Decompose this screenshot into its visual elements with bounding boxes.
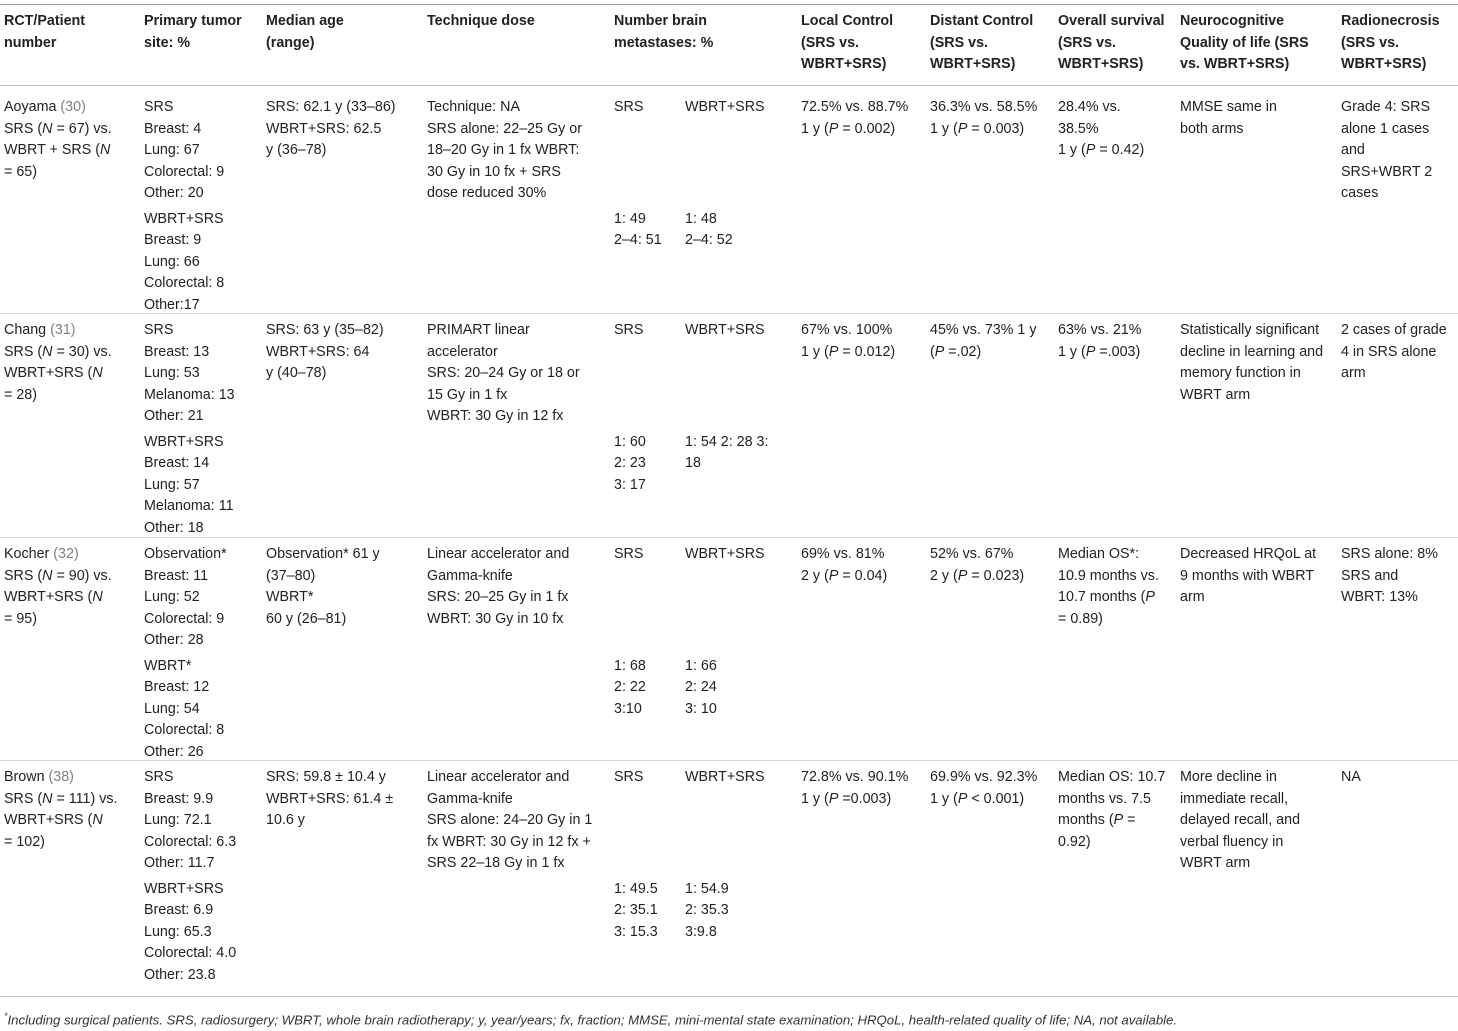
header-distant-control-line: (SRS vs. [930,34,989,51]
table-footnote: *Including surgical patients. SRS, radiosurgery; WBRT, whole brain radiotherapy; y, year/years; fx, fraction; MMSE, mini-mental state examination; HRQoL, health-related quality of life; NA, not available. [4,1011,1178,1028]
cell-radionecrosis-line: cases [1341,185,1379,201]
cell-radionecrosis [1341,97,1432,205]
cell-local-control-line: 1 y (P =0.003) [801,790,892,807]
cell-neurocognitive-qol-line: verbal fluency in [1180,833,1284,850]
cell-mets-wbrt-line: 1: 54.9 [685,880,729,897]
header-overall-survival-line: (SRS vs. [1058,34,1117,51]
cell-site-arm-b-line: Lung: 66 [144,253,200,270]
cell-neurocognitive-qol-line: WBRT arm [1180,855,1251,871]
cell-mets-srs [614,209,662,252]
cell-neurocognitive-qol-line: 9 months with WBRT [1180,567,1315,584]
cell-neurocognitive-qol-line: immediate recall, [1180,790,1289,807]
study-author: Aoyama [4,99,61,115]
cell-mets-srs-line: 1: 49.5 [614,880,658,897]
study-arms-line: SRS (N = 111) vs. [4,790,118,807]
cell-mets-srs [614,432,646,497]
cell-mets-srs-line: 1: 49 [614,210,646,227]
cell-local-control-line: 2 y (P = 0.04) [801,567,888,584]
cell-radionecrosis-line: SRS and [1341,567,1399,584]
header-technique-dose-line: Technique dose [427,13,535,29]
header-median-age-line: (range) [266,34,315,51]
cell-site-arm-b [144,656,224,764]
cell-site-arm-a-line: Colorectal: 6.3 [144,833,237,850]
cell-distant-control-line: 1 y (P = 0.003) [930,120,1025,137]
cell-technique-dose-line: WBRT: 30 Gy in 12 fx [427,408,564,424]
cell-mets-label-srs-line: SRS [614,322,644,338]
cell-local-control [801,97,908,140]
cell-neurocognitive-qol-line: arm [1180,589,1205,605]
header-local-control-line: (SRS vs. [801,34,860,51]
study-arms-line: = 65) [4,163,37,180]
cell-mets-label-wbrt-line: WBRT+SRS [685,99,765,115]
cell-site-arm-b [144,879,236,987]
header-radionecrosis [1341,11,1440,76]
cell-local-control [801,767,908,810]
row-rule [0,537,1458,538]
cell-site-arm-a-line: SRS [144,99,174,115]
cell-median-age-line: WBRT+SRS: 61.4 ± [266,790,394,807]
cell-site-arm-a-line: Breast: 4 [144,120,202,137]
header-study [4,11,85,54]
cell-site-arm-a-line: Lung: 67 [144,142,200,158]
cell-technique-dose-line: Linear accelerator and [427,769,570,785]
cell-radionecrosis-line: and [1341,142,1365,158]
study-name [4,97,112,119]
cell-neurocognitive-qol [1180,320,1323,406]
cell-radionecrosis [1341,320,1447,385]
cell-site-arm-b-line: Breast: 6.9 [144,902,214,918]
cell-study [4,767,118,853]
study-arms-line: WBRT+SRS (N [4,812,103,828]
cell-mets-srs-line: 2: 23 [614,455,646,471]
cell-technique-dose-line: Gamma-knife [427,567,513,584]
cell-mets-label-wbrt-line: WBRT+SRS [685,322,765,338]
cell-site-arm-a-line: Colorectal: 9 [144,610,225,627]
cell-mets-wbrt-line: 2–4: 52 [685,232,733,248]
row-rule [0,760,1458,761]
cell-neurocognitive-qol [1180,767,1300,875]
study-name [4,320,112,342]
cell-overall-survival-line: 1 y (P =.003) [1058,343,1141,360]
header-bottom-rule [0,85,1458,86]
cell-radionecrosis-line: alone 1 cases [1341,120,1430,137]
header-neurocognitive-qol-line: Quality of life (SRS [1180,34,1309,51]
cell-site-arm-a-line: Other: 21 [144,408,204,424]
cell-local-control-line: 72.5% vs. 88.7% [801,99,909,115]
cell-mets-srs-line: 2: 35.1 [614,902,658,918]
cell-technique-dose-line: SRS alone: 24–20 Gy in 1 [427,812,593,828]
cell-technique-dose-line: Technique: NA [427,99,520,115]
cell-overall-survival-line: 0.92) [1058,833,1091,850]
cell-overall-survival [1058,320,1141,363]
cell-local-control-line: 69% vs. 81% [801,546,885,562]
cell-mets-label-srs [614,320,643,342]
cell-technique-dose-line: WBRT: 30 Gy in 10 fx [427,610,564,627]
header-median-age [266,11,344,54]
cell-local-control-line: 1 y (P = 0.002) [801,120,896,137]
cell-mets-label-srs [614,97,643,119]
cell-mets-wbrt-line: 1: 54 2: 28 3: [685,433,769,450]
cell-overall-survival-line: 10.7 months (P [1058,589,1155,605]
cell-distant-control-line: 52% vs. 67% [930,546,1014,562]
cell-radionecrosis-line: arm [1341,365,1366,381]
cell-site-arm-b-line: WBRT+SRS [144,433,224,450]
cell-distant-control-line: 69.9% vs. 92.3% [930,769,1038,785]
cell-site-arm-a-line: Lung: 53 [144,365,200,381]
cell-overall-survival-line: 28.4% vs. [1058,99,1121,115]
cell-site-arm-b-line: Breast: 12 [144,679,210,695]
cell-distant-control [930,320,1037,363]
cell-neurocognitive-qol-line: More decline in [1180,769,1277,785]
reference-link[interactable]: (31) [50,322,76,338]
cell-mets-srs [614,656,646,721]
header-distant-control-line: WBRT+SRS) [930,56,1016,72]
cell-mets-wbrt [685,432,768,475]
cell-median-age-line: WBRT+SRS: 64 [266,343,370,360]
cell-study [4,320,112,406]
cell-radionecrosis-line: Grade 4: SRS [1341,99,1430,115]
cell-technique-dose-line: Gamma-knife [427,790,513,807]
cell-site-arm-a [144,767,236,875]
header-local-control [801,11,893,76]
cell-radionecrosis-line: SRS alone: 8% [1341,546,1438,562]
cell-neurocognitive-qol-line: MMSE same in [1180,99,1277,115]
cell-technique-dose [427,767,592,875]
cell-mets-srs-line: 2: 22 [614,679,646,695]
cell-distant-control [930,767,1037,810]
cell-neurocognitive-qol-line: Statistically significant [1180,322,1320,338]
cell-radionecrosis-line: 2 cases of grade [1341,322,1447,338]
cell-site-arm-b-line: Breast: 14 [144,455,210,471]
cell-site-arm-b-line: Other:17 [144,296,200,313]
study-arms-line: WBRT+SRS (N [4,365,103,381]
header-local-control-line: WBRT+SRS) [801,56,887,72]
cell-median-age-line: WBRT+SRS: 62.5 [266,120,382,137]
reference-link[interactable]: (32) [53,546,79,562]
header-study-line: number [4,34,57,51]
reference-link[interactable]: (30) [60,99,86,115]
cell-mets-label-wbrt [685,97,765,119]
cell-site-arm-a [144,544,227,652]
cell-study [4,544,112,630]
cell-local-control-line: 67% vs. 100% [801,322,893,338]
header-radionecrosis-line: (SRS vs. [1341,34,1400,51]
cell-technique-dose [427,320,580,428]
cell-local-control-line: 72.8% vs. 90.1% [801,769,909,785]
cell-technique-dose [427,97,582,205]
cell-site-arm-a-line: Melanoma: 13 [144,386,235,403]
cell-neurocognitive-qol-line: delayed recall, and [1180,812,1301,828]
cell-mets-label-srs-line: SRS [614,769,644,785]
cell-site-arm-b-line: Colorectal: 8 [144,722,225,738]
cell-overall-survival-line: = 0.89) [1058,610,1103,627]
cell-overall-survival [1058,97,1144,162]
cell-site-arm-b-line: Other: 18 [144,519,204,536]
cell-site-arm-b-line: Lung: 57 [144,476,200,493]
cell-study [4,97,112,183]
cell-distant-control [930,97,1037,140]
cell-median-age-line: Observation* 61 y [266,546,380,562]
cell-distant-control-line: 1 y (P < 0.001) [930,790,1025,807]
header-study-line: RCT/Patient [4,13,86,29]
cell-mets-srs-line: 2–4: 51 [614,232,662,248]
cell-median-age [266,767,393,832]
study-name [4,544,112,566]
header-brain-metastases-line: metastases: % [614,34,714,51]
cell-mets-label-wbrt [685,544,765,566]
cell-radionecrosis-line: WBRT: 13% [1341,589,1418,605]
cell-distant-control-line: 36.3% vs. 58.5% [930,99,1038,115]
cell-site-arm-b [144,432,234,540]
cell-site-arm-a-line: SRS [144,769,174,785]
cell-median-age-line: SRS: 59.8 ± 10.4 y [266,769,386,785]
cell-neurocognitive-qol-line: Decreased HRQoL at [1180,546,1317,562]
cell-site-arm-a-line: Other: 20 [144,185,204,201]
cell-neurocognitive-qol-line: WBRT arm [1180,386,1251,403]
cell-distant-control-line: (P =.02) [930,343,982,360]
cell-mets-label-wbrt [685,767,765,789]
cell-technique-dose-line: 30 Gy in 10 fx + SRS [427,163,561,180]
header-primary-site-line: Primary tumor [144,13,242,29]
cell-overall-survival-line: Median OS: 10.7 [1058,769,1166,785]
study-author: Kocher [4,546,54,562]
cell-mets-srs-line: 3: 17 [614,476,646,493]
study-arms-line: SRS (N = 67) vs. [4,120,112,137]
study-arms-line: SRS (N = 90) vs. [4,567,112,584]
cell-mets-wbrt [685,209,733,252]
cell-technique-dose-line: SRS alone: 22–25 Gy or [427,120,582,137]
cell-median-age-line: WBRT* [266,589,314,605]
header-radionecrosis-line: WBRT+SRS) [1341,56,1427,72]
cell-mets-wbrt-line: 1: 48 [685,210,717,227]
cell-mets-wbrt-line: 3: 10 [685,700,717,717]
cell-mets-srs-line: 3: 15.3 [614,923,658,940]
cell-distant-control [930,544,1024,587]
cell-radionecrosis-line: 4 in SRS alone [1341,343,1437,360]
cell-technique-dose-line: SRS: 20–25 Gy in 1 fx [427,589,569,605]
header-overall-survival-line: WBRT+SRS) [1058,56,1144,72]
header-technique-dose [427,11,535,33]
cell-site-arm-a-line: Colorectal: 9 [144,163,225,180]
cell-site-arm-b-line: Lung: 65.3 [144,923,212,940]
row-rule [0,996,1458,997]
header-neurocognitive-qol-line: vs. WBRT+SRS) [1180,56,1290,72]
cell-median-age-line: y (40–78) [266,365,327,381]
cell-mets-label-wbrt-line: WBRT+SRS [685,546,765,562]
cell-site-arm-b-line: WBRT+SRS [144,210,224,227]
cell-overall-survival-line: 38.5% [1058,120,1099,137]
cell-mets-wbrt [685,879,729,944]
cell-technique-dose-line: 18–20 Gy in 1 fx WBRT: [427,142,580,158]
cell-neurocognitive-qol [1180,97,1277,140]
cell-site-arm-a [144,320,235,428]
cell-site-arm-a-line: Other: 28 [144,632,204,648]
cell-median-age-line: 10.6 y [266,812,305,828]
header-primary-site-line: site: % [144,34,191,51]
header-neurocognitive-qol [1180,11,1309,76]
study-arms-line: WBRT+SRS (N [4,589,103,605]
cell-technique-dose-line: SRS 22–18 Gy in 1 fx [427,855,565,871]
cell-technique-dose [427,544,569,630]
header-primary-site [144,11,242,54]
header-brain-metastases [614,11,713,54]
cell-site-arm-b-line: Other: 23.8 [144,966,216,983]
cell-mets-label-wbrt-line: WBRT+SRS [685,769,765,785]
cell-overall-survival [1058,544,1159,630]
cell-site-arm-a-line: Observation* [144,546,227,562]
cell-neurocognitive-qol-line: both arms [1180,120,1244,137]
cell-mets-wbrt-line: 2: 35.3 [685,902,729,918]
cell-site-arm-b-line: WBRT+SRS [144,880,224,897]
cell-overall-survival-line: 10.9 months vs. [1058,567,1159,584]
cell-neurocognitive-qol-line: memory function in [1180,365,1301,381]
cell-mets-srs-line: 1: 68 [614,657,646,674]
study-arms-line: = 28) [4,386,37,403]
cell-radionecrosis-line: NA [1341,769,1361,785]
header-distant-control-line: Distant Control [930,13,1034,29]
cell-mets-wbrt-line: 1: 66 [685,657,717,674]
cell-technique-dose-line: fx WBRT: 30 Gy in 12 fx + [427,833,591,850]
cell-site-arm-a-line: Breast: 13 [144,343,210,360]
cell-mets-srs [614,879,658,944]
study-name [4,767,118,789]
cell-mets-label-srs-line: SRS [614,546,644,562]
header-overall-survival [1058,11,1165,76]
cell-site-arm-a-line: Other: 11.7 [144,855,215,871]
cell-overall-survival-line: months (P = [1058,812,1136,828]
header-median-age-line: Median age [266,13,344,29]
study-arms-line: SRS (N = 30) vs. [4,343,112,360]
cell-mets-label-srs-line: SRS [614,99,644,115]
study-arms-line: = 102) [4,833,45,850]
cell-technique-dose-line: 15 Gy in 1 fx [427,386,508,403]
study-arms-line: = 95) [4,610,37,627]
cell-mets-wbrt-line: 2: 24 [685,679,717,695]
cell-local-control-line: 1 y (P = 0.012) [801,343,896,360]
cell-site-arm-a [144,97,224,205]
cell-mets-srs-line: 1: 60 [614,433,646,450]
cell-neurocognitive-qol [1180,544,1316,609]
cell-overall-survival [1058,767,1165,853]
cell-site-arm-b-line: Melanoma: 11 [144,498,234,514]
header-brain-metastases-line: Number brain [614,13,707,29]
cell-technique-dose-line: PRIMART linear [427,322,530,338]
cell-local-control [801,544,887,587]
table-top-rule [0,4,1458,5]
cell-technique-dose-line: SRS: 20–24 Gy or 18 or [427,365,580,381]
header-overall-survival-line: Overall survival [1058,13,1165,29]
study-author: Chang [4,322,51,338]
cell-site-arm-b [144,209,224,317]
cell-mets-wbrt [685,656,717,721]
cell-median-age-line: SRS: 63 y (35–82) [266,322,384,338]
cell-site-arm-a-line: Lung: 72.1 [144,812,212,828]
cell-radionecrosis [1341,544,1438,609]
cell-overall-survival-line: months vs. 7.5 [1058,790,1151,807]
study-arms-line: WBRT + SRS (N [4,142,111,158]
cell-site-arm-b-line: Breast: 9 [144,232,202,248]
cell-median-age [266,97,396,162]
cell-site-arm-b-line: Colorectal: 8 [144,275,225,291]
cell-mets-label-srs [614,767,643,789]
row-rule [0,313,1458,314]
cell-median-age-line: y (36–78) [266,142,327,158]
cell-mets-label-wbrt [685,320,765,342]
cell-site-arm-b-line: WBRT* [144,657,192,674]
header-neurocognitive-qol-line: Neurocognitive [1180,13,1285,29]
reference-link[interactable]: (38) [48,769,74,785]
cell-neurocognitive-qol-line: decline in learning and [1180,343,1324,360]
cell-median-age-line: SRS: 62.1 y (33–86) [266,99,396,115]
cell-site-arm-a-line: Breast: 11 [144,567,209,584]
cell-site-arm-a-line: Lung: 52 [144,589,200,605]
cell-overall-survival-line: Median OS*: [1058,546,1140,562]
study-author: Brown [4,769,49,785]
cell-distant-control-line: 2 y (P = 0.023) [930,567,1025,584]
cell-technique-dose-line: accelerator [427,343,498,360]
cell-technique-dose-line: dose reduced 30% [427,185,547,201]
header-distant-control [930,11,1033,76]
cell-site-arm-a-line: Breast: 9.9 [144,790,214,807]
cell-median-age [266,320,384,385]
cell-distant-control-line: 45% vs. 73% 1 y [930,322,1037,338]
cell-site-arm-b-line: Lung: 54 [144,700,200,717]
cell-median-age [266,544,380,630]
cell-radionecrosis-line: SRS+WBRT 2 [1341,163,1433,180]
cell-overall-survival-line: 63% vs. 21% [1058,322,1142,338]
cell-mets-srs-line: 3:10 [614,700,642,717]
cell-median-age-line: 60 y (26–81) [266,610,347,627]
cell-mets-wbrt-line: 3:9.8 [685,923,717,940]
cell-median-age-line: (37–80) [266,567,316,584]
header-local-control-line: Local Control [801,13,894,29]
header-radionecrosis-line: Radionecrosis [1341,13,1440,29]
cell-radionecrosis [1341,767,1361,789]
cell-site-arm-b-line: Other: 26 [144,743,204,760]
cell-site-arm-b-line: Colorectal: 4.0 [144,945,237,961]
cell-site-arm-a-line: SRS [144,322,174,338]
cell-local-control [801,320,895,363]
cell-mets-wbrt-line: 18 [685,455,701,471]
cell-overall-survival-line: 1 y (P = 0.42) [1058,142,1145,158]
cell-technique-dose-line: Linear accelerator and [427,546,570,562]
cell-mets-label-srs [614,544,643,566]
